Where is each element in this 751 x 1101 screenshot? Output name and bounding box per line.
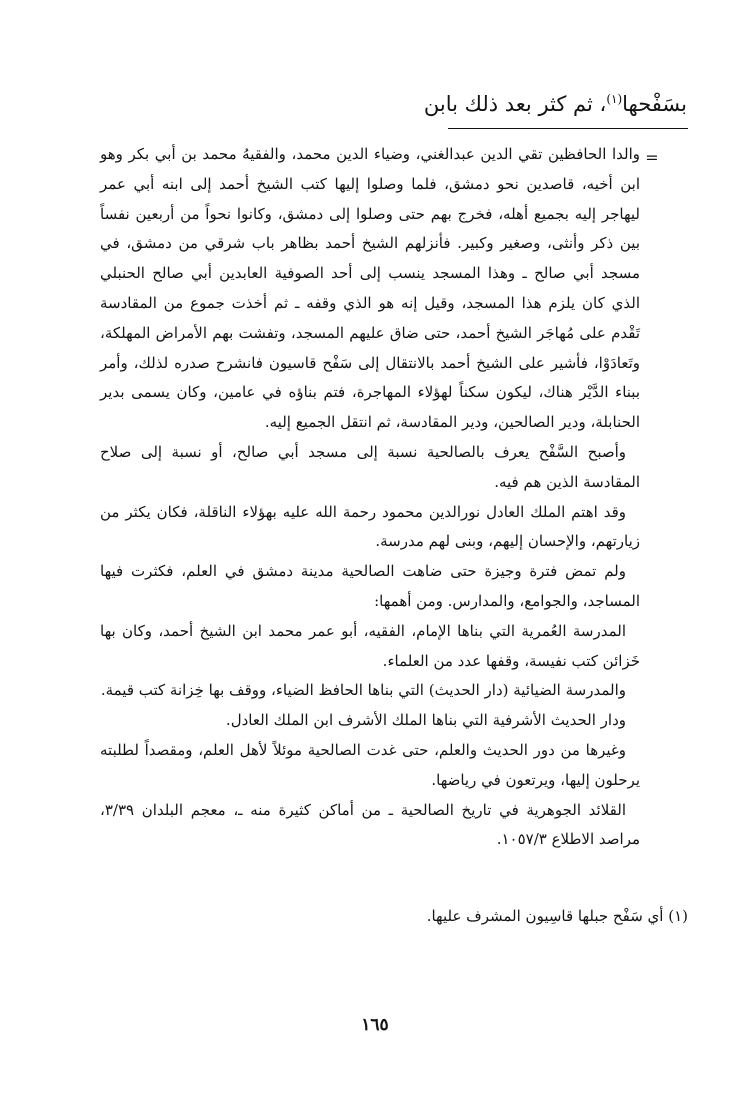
- continuation-line: [370, 82, 687, 121]
- continuation-mark: =: [645, 148, 659, 167]
- paragraph: وقد اهتم الملك العادل نورالدين محمود رحمة الله عليه بهؤلاء الناقلة، فكان يكثر من زيارتهم، والإحسان إليهم، وبنى لهم مدرسة.: [100, 502, 640, 551]
- footnote-separator-rule: [448, 128, 688, 129]
- footnote-reference: (١): [606, 92, 623, 106]
- footnote: (١) أي سَفْح جبلها قاسِيون المشرف عليها.: [426, 907, 688, 925]
- paragraph: المدرسة العُمرية التي بناها الإمام، الفقيه، أبو عمر محمد ابن الشيخ أحمد، وكان بها خَزائن كتب نفيسة، وقفها عدد من العلماء.: [100, 621, 640, 670]
- continuation-text-start: بسَفْحها: [622, 92, 687, 116]
- continuation-text-end: ، ثم كثر بعد ذلك بابن: [423, 92, 607, 116]
- paragraph: وغيرها من دور الحديث والعلم، حتى غدت الصالحية موئلاً لأهل العلم، ومقصداً لطلبته يرحلون إليها، ويرتعون في رياضها.: [100, 740, 640, 789]
- paragraph: القلائد الجوهرية في تاريخ الصالحية ـ من أماكن كثيرة منه ـ، معجم البلدان ٣/٣٩، مراصد الاطلاع ١٠٥٧/٣.: [100, 800, 640, 849]
- paragraph: ولم تمض فترة وجيزة حتى ضاهت الصالحية مدينة دمشق في العلم، فكثرت فيها المساجد، والجوامع، والمدارس. ومن أهمها:: [100, 562, 640, 610]
- paragraph: والدا الحافظين تقي الدين عبدالغني، وضياء الدين محمد، والفقيهُ محمد بن أبي بكر وهو ابن أخيه، قاصدين نحو دمشق، فلما وصلوا إليها كتب الشيخ أحمد إلى ابنه أبي عمر ليهاجر إليه بجميع أهله، فخرج بهم حتى وصلوا إلى دمشق، وكانوا نحواً من أربعين نفساً بين ذكر وأنثى، وصغير وكبير. فأنزلهم الشيخ أحمد بظاهر باب شرقي من دمشق، في مسجد أبي صالح ـ وهذا المسجد ينسب إلى أحد الصوفية العابدين أبي صالح الحنبلي الذي كان يلزم هذا المسجد، وقيل إنه هو الذي وقفه ـ ثم أخذت جموع من المقادسة تَقْدم على مُهاجَر الشيخ أحمد، حتى ضاق عليهم المسجد، وتفشت بهم الأمراض المهلكة، وتَعادَوْا، فأشير على الشيخ أحمد بالانتقال إلى سَفْح قاسيون فانشرح صدره لذلك، وأمر ببناء الدَّيْر هناك، ليكون سكناً لهؤلاء المهاجرة، فتم بناؤه في عامين، وكان يسمى بدير الحنابلة، ودير الصالحين، ودير المقادسة، ثم انتقل الجميع إليه.: [100, 145, 640, 432]
- main-text: [100, 140, 640, 855]
- paragraph: ودار الحديث الأشرفية التي بناها الملك الأشرف ابن الملك العادل.: [225, 711, 626, 730]
- page-number: ١٦٥: [361, 1015, 389, 1035]
- paragraph: وأصبح السَّفْح يعرف بالصالحية نسبة إلى مسجد أبي صالح، أو نسبة إلى صلاح المقادسة الذين هم فيه.: [100, 442, 640, 491]
- paragraph: والمدرسة الضيائية (دار الحديث) التي بناها الحافظ الضياء، ووقف بها خِزانة كتب قيمة.: [100, 681, 626, 700]
